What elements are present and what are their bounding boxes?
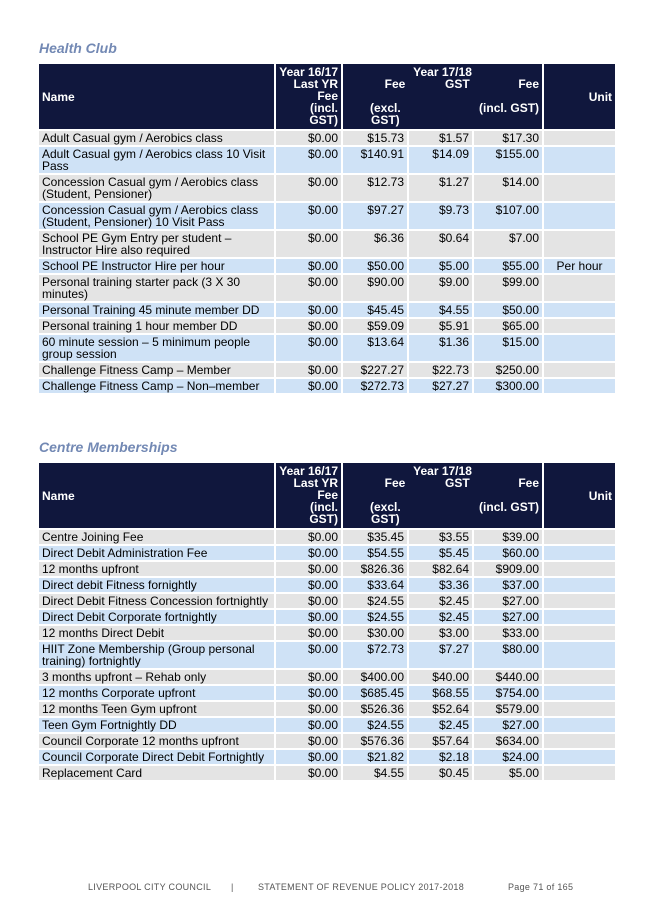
row-gst: $68.55 [408, 685, 473, 701]
row-unit [543, 717, 615, 733]
row-fee-incl-gst: $65.00 [473, 318, 543, 334]
table-row [39, 701, 615, 717]
row-fee-incl-gst: $27.00 [473, 609, 543, 625]
header-year-1718-label: Year 17/18 [413, 464, 472, 478]
row-fee-excl-gst: $30.00 [342, 625, 408, 641]
footer-document: STATEMENT OF REVENUE POLICY 2017-2018 [258, 882, 465, 892]
header-incl-gst-1617: (incl. GST) [309, 500, 338, 526]
row-unit [543, 685, 615, 701]
header-fee-excl-col [343, 477, 408, 525]
row-fee-excl-gst: $400.00 [342, 669, 408, 685]
header-gst: GST [445, 77, 470, 91]
header-last-yr-fee: Last YR Fee [293, 476, 338, 502]
row-fee-incl-gst: $14.00 [473, 174, 543, 202]
row-name: Direct Debit Administration Fee [39, 545, 275, 561]
row-last-yr-fee: $0.00 [275, 258, 342, 274]
table-row [39, 669, 615, 685]
row-fee-excl-gst: $4.55 [342, 765, 408, 780]
row-fee-excl-gst: $12.73 [342, 174, 408, 202]
row-unit [543, 130, 615, 146]
row-fee-incl-gst: $27.00 [473, 593, 543, 609]
header-fee: Fee [384, 476, 406, 490]
table-row [39, 130, 615, 146]
header-name: Name [39, 64, 275, 130]
centre-memberships-fee-table [39, 463, 615, 780]
row-name: Concession Casual gym / Aerobics class (Student, Pensioner) [39, 174, 275, 202]
row-name: Adult Casual gym / Aerobics class [39, 130, 275, 146]
row-gst: $1.27 [408, 174, 473, 202]
row-fee-incl-gst: $33.00 [473, 625, 543, 641]
table-row [39, 362, 615, 378]
row-last-yr-fee: $0.00 [275, 302, 342, 318]
row-fee-excl-gst: $33.64 [342, 577, 408, 593]
row-name: 12 months Direct Debit [39, 625, 275, 641]
row-unit [543, 545, 615, 561]
row-fee-incl-gst: $99.00 [473, 274, 543, 302]
row-name: Personal training starter pack (3 X 30 minutes) [39, 274, 275, 302]
row-name: Concession Casual gym / Aerobics class (Student, Pensioner) 10 Visit Pass [39, 202, 275, 230]
table-row [39, 146, 615, 174]
section-title-centre-memberships: Centre Memberships [39, 439, 178, 455]
header-excl-gst: (excl. GST) [370, 101, 401, 127]
row-fee-excl-gst: $21.82 [342, 749, 408, 765]
header-year-1617-label: Year 16/17 [279, 65, 338, 79]
row-name: Direct debit Fitness fornightly [39, 577, 275, 593]
header-incl-gst-1617: (incl. GST) [309, 101, 338, 127]
row-unit [543, 202, 615, 230]
row-fee-excl-gst: $50.00 [342, 258, 408, 274]
footer-page-number: Page 71 of 165 [508, 882, 574, 892]
row-fee-incl-gst: $17.30 [473, 130, 543, 146]
row-last-yr-fee: $0.00 [275, 362, 342, 378]
row-last-yr-fee: $0.00 [275, 334, 342, 362]
row-fee-excl-gst: $576.36 [342, 733, 408, 749]
header-gst-col [408, 78, 474, 126]
header-year-1617 [275, 64, 342, 130]
row-name: 12 months Teen Gym upfront [39, 701, 275, 717]
table-row [39, 174, 615, 202]
row-name: Teen Gym Fortnightly DD [39, 717, 275, 733]
row-last-yr-fee: $0.00 [275, 625, 342, 641]
row-fee-incl-gst: $39.00 [473, 529, 543, 545]
table-row [39, 593, 615, 609]
row-gst: $2.45 [408, 717, 473, 733]
row-unit [543, 577, 615, 593]
row-unit [543, 669, 615, 685]
row-name: 12 months upfront [39, 561, 275, 577]
row-fee-incl-gst: $250.00 [473, 362, 543, 378]
row-unit [543, 302, 615, 318]
row-fee-excl-gst: $97.27 [342, 202, 408, 230]
row-gst: $9.00 [408, 274, 473, 302]
row-fee-excl-gst: $35.45 [342, 529, 408, 545]
row-last-yr-fee: $0.00 [275, 561, 342, 577]
header-gst-col [408, 477, 474, 525]
header-fee-excl-col [343, 78, 408, 126]
row-fee-incl-gst: $80.00 [473, 641, 543, 669]
row-last-yr-fee: $0.00 [275, 749, 342, 765]
row-unit: Per hour [543, 258, 615, 274]
table-row [39, 545, 615, 561]
row-fee-incl-gst: $440.00 [473, 669, 543, 685]
row-last-yr-fee: $0.00 [275, 669, 342, 685]
row-fee-excl-gst: $15.73 [342, 130, 408, 146]
row-last-yr-fee: $0.00 [275, 545, 342, 561]
row-last-yr-fee: $0.00 [275, 230, 342, 258]
row-last-yr-fee: $0.00 [275, 685, 342, 701]
footer-separator: | [231, 882, 234, 892]
row-gst: $52.64 [408, 701, 473, 717]
row-gst: $9.73 [408, 202, 473, 230]
header-last-yr-fee: Last YR Fee [293, 77, 338, 103]
row-unit [543, 334, 615, 362]
table-row [39, 230, 615, 258]
table-row [39, 529, 615, 545]
header-fee-incl-col [475, 78, 542, 126]
row-fee-incl-gst: $7.00 [473, 230, 543, 258]
row-name: Direct Debit Fitness Concession fortnightly [39, 593, 275, 609]
row-unit [543, 561, 615, 577]
table-row [39, 733, 615, 749]
row-fee-incl-gst: $107.00 [473, 202, 543, 230]
row-gst: $4.55 [408, 302, 473, 318]
header-incl-gst-1718: (incl. GST) [479, 500, 540, 514]
row-gst: $0.45 [408, 765, 473, 780]
row-fee-excl-gst: $526.36 [342, 701, 408, 717]
row-fee-incl-gst: $55.00 [473, 258, 543, 274]
row-unit [543, 230, 615, 258]
row-fee-excl-gst: $140.91 [342, 146, 408, 174]
table-row [39, 274, 615, 302]
row-last-yr-fee: $0.00 [275, 378, 342, 393]
row-name: Replacement Card [39, 765, 275, 780]
row-gst: $5.91 [408, 318, 473, 334]
header-year-1718 [342, 463, 543, 529]
header-year-1718 [342, 64, 543, 130]
header-incl-gst-1718: (incl. GST) [479, 101, 540, 115]
row-gst: $3.00 [408, 625, 473, 641]
row-fee-incl-gst: $909.00 [473, 561, 543, 577]
row-unit [543, 733, 615, 749]
table-row [39, 318, 615, 334]
row-fee-incl-gst: $50.00 [473, 302, 543, 318]
row-gst: $5.00 [408, 258, 473, 274]
row-name: 12 months Corporate upfront [39, 685, 275, 701]
row-unit [543, 274, 615, 302]
row-name: School PE Instructor Hire per hour [39, 258, 275, 274]
row-fee-incl-gst: $24.00 [473, 749, 543, 765]
table-row [39, 625, 615, 641]
row-fee-excl-gst: $90.00 [342, 274, 408, 302]
row-fee-incl-gst: $634.00 [473, 733, 543, 749]
row-name: Centre Joining Fee [39, 529, 275, 545]
table-row [39, 334, 615, 362]
row-name: Personal Training 45 minute member DD [39, 302, 275, 318]
table-row [39, 765, 615, 780]
row-fee-incl-gst: $5.00 [473, 765, 543, 780]
row-gst: $82.64 [408, 561, 473, 577]
row-name: Adult Casual gym / Aerobics class 10 Visit Pass [39, 146, 275, 174]
header-gst: GST [445, 476, 470, 490]
row-last-yr-fee: $0.00 [275, 609, 342, 625]
table-row [39, 378, 615, 393]
header-year-1718-label: Year 17/18 [413, 65, 472, 79]
table-row [39, 685, 615, 701]
row-unit [543, 701, 615, 717]
row-gst: $14.09 [408, 146, 473, 174]
row-name: Council Corporate 12 months upfront [39, 733, 275, 749]
row-fee-excl-gst: $59.09 [342, 318, 408, 334]
row-last-yr-fee: $0.00 [275, 577, 342, 593]
row-unit [543, 593, 615, 609]
row-unit [543, 609, 615, 625]
row-fee-excl-gst: $826.36 [342, 561, 408, 577]
row-fee-incl-gst: $60.00 [473, 545, 543, 561]
row-fee-excl-gst: $24.55 [342, 609, 408, 625]
table-row [39, 641, 615, 669]
row-name: School PE Gym Entry per student – Instructor Hire also required [39, 230, 275, 258]
header-year-1617-label: Year 16/17 [279, 464, 338, 478]
footer-council: LIVERPOOL CITY COUNCIL [88, 882, 212, 892]
row-gst: $0.64 [408, 230, 473, 258]
row-unit [543, 749, 615, 765]
row-name: Personal training 1 hour member DD [39, 318, 275, 334]
header-fee: Fee [384, 77, 406, 91]
table-row [39, 561, 615, 577]
table-row [39, 202, 615, 230]
table-row [39, 609, 615, 625]
row-last-yr-fee: $0.00 [275, 274, 342, 302]
row-fee-incl-gst: $155.00 [473, 146, 543, 174]
row-unit [543, 362, 615, 378]
row-last-yr-fee: $0.00 [275, 529, 342, 545]
row-unit [543, 174, 615, 202]
row-gst: $3.36 [408, 577, 473, 593]
row-fee-incl-gst: $15.00 [473, 334, 543, 362]
row-gst: $40.00 [408, 669, 473, 685]
header-fee-incl-col [475, 477, 542, 525]
row-gst: $1.57 [408, 130, 473, 146]
row-fee-incl-gst: $754.00 [473, 685, 543, 701]
row-fee-incl-gst: $300.00 [473, 378, 543, 393]
row-name: Council Corporate Direct Debit Fortnightly [39, 749, 275, 765]
section-title-health-club: Health Club [39, 40, 117, 56]
row-gst: $2.45 [408, 593, 473, 609]
row-unit [543, 378, 615, 393]
row-last-yr-fee: $0.00 [275, 701, 342, 717]
row-unit [543, 529, 615, 545]
row-unit [543, 641, 615, 669]
row-name: Direct Debit Corporate fortnightly [39, 609, 275, 625]
table-row [39, 717, 615, 733]
row-name: 60 minute session – 5 minimum people group session [39, 334, 275, 362]
row-unit [543, 146, 615, 174]
row-fee-excl-gst: $6.36 [342, 230, 408, 258]
row-last-yr-fee: $0.00 [275, 593, 342, 609]
row-fee-excl-gst: $272.73 [342, 378, 408, 393]
row-unit [543, 765, 615, 780]
row-name: Challenge Fitness Camp – Non–member [39, 378, 275, 393]
row-name: HIIT Zone Membership (Group personal training) fortnightly [39, 641, 275, 669]
row-last-yr-fee: $0.00 [275, 717, 342, 733]
header-year-1617 [275, 463, 342, 529]
header-fee-2: Fee [518, 77, 540, 91]
row-last-yr-fee: $0.00 [275, 174, 342, 202]
row-fee-excl-gst: $685.45 [342, 685, 408, 701]
row-fee-excl-gst: $227.27 [342, 362, 408, 378]
row-gst: $2.18 [408, 749, 473, 765]
row-gst: $7.27 [408, 641, 473, 669]
row-name: Challenge Fitness Camp – Member [39, 362, 275, 378]
header-fee-2: Fee [518, 476, 540, 490]
row-last-yr-fee: $0.00 [275, 733, 342, 749]
row-gst: $22.73 [408, 362, 473, 378]
row-gst: $57.64 [408, 733, 473, 749]
row-last-yr-fee: $0.00 [275, 318, 342, 334]
row-fee-excl-gst: $54.55 [342, 545, 408, 561]
header-excl-gst: (excl. GST) [370, 500, 401, 526]
table-row [39, 749, 615, 765]
row-fee-incl-gst: $579.00 [473, 701, 543, 717]
row-fee-incl-gst: $37.00 [473, 577, 543, 593]
header-name: Name [39, 463, 275, 529]
row-gst: $5.45 [408, 545, 473, 561]
row-fee-excl-gst: $45.45 [342, 302, 408, 318]
table-row [39, 258, 615, 274]
row-gst: $2.45 [408, 609, 473, 625]
row-last-yr-fee: $0.00 [275, 130, 342, 146]
row-last-yr-fee: $0.00 [275, 202, 342, 230]
row-gst: $27.27 [408, 378, 473, 393]
row-last-yr-fee: $0.00 [275, 146, 342, 174]
row-last-yr-fee: $0.00 [275, 765, 342, 780]
row-unit [543, 318, 615, 334]
health-club-fee-table [39, 64, 615, 393]
row-unit [543, 625, 615, 641]
row-gst: $3.55 [408, 529, 473, 545]
row-name: 3 months upfront – Rehab only [39, 669, 275, 685]
row-fee-excl-gst: $24.55 [342, 717, 408, 733]
row-fee-excl-gst: $24.55 [342, 593, 408, 609]
header-unit: Unit [543, 64, 615, 130]
row-fee-excl-gst: $72.73 [342, 641, 408, 669]
row-fee-incl-gst: $27.00 [473, 717, 543, 733]
header-unit: Unit [543, 463, 615, 529]
row-gst: $1.36 [408, 334, 473, 362]
table-row [39, 302, 615, 318]
row-last-yr-fee: $0.00 [275, 641, 342, 669]
row-fee-excl-gst: $13.64 [342, 334, 408, 362]
table-row [39, 577, 615, 593]
